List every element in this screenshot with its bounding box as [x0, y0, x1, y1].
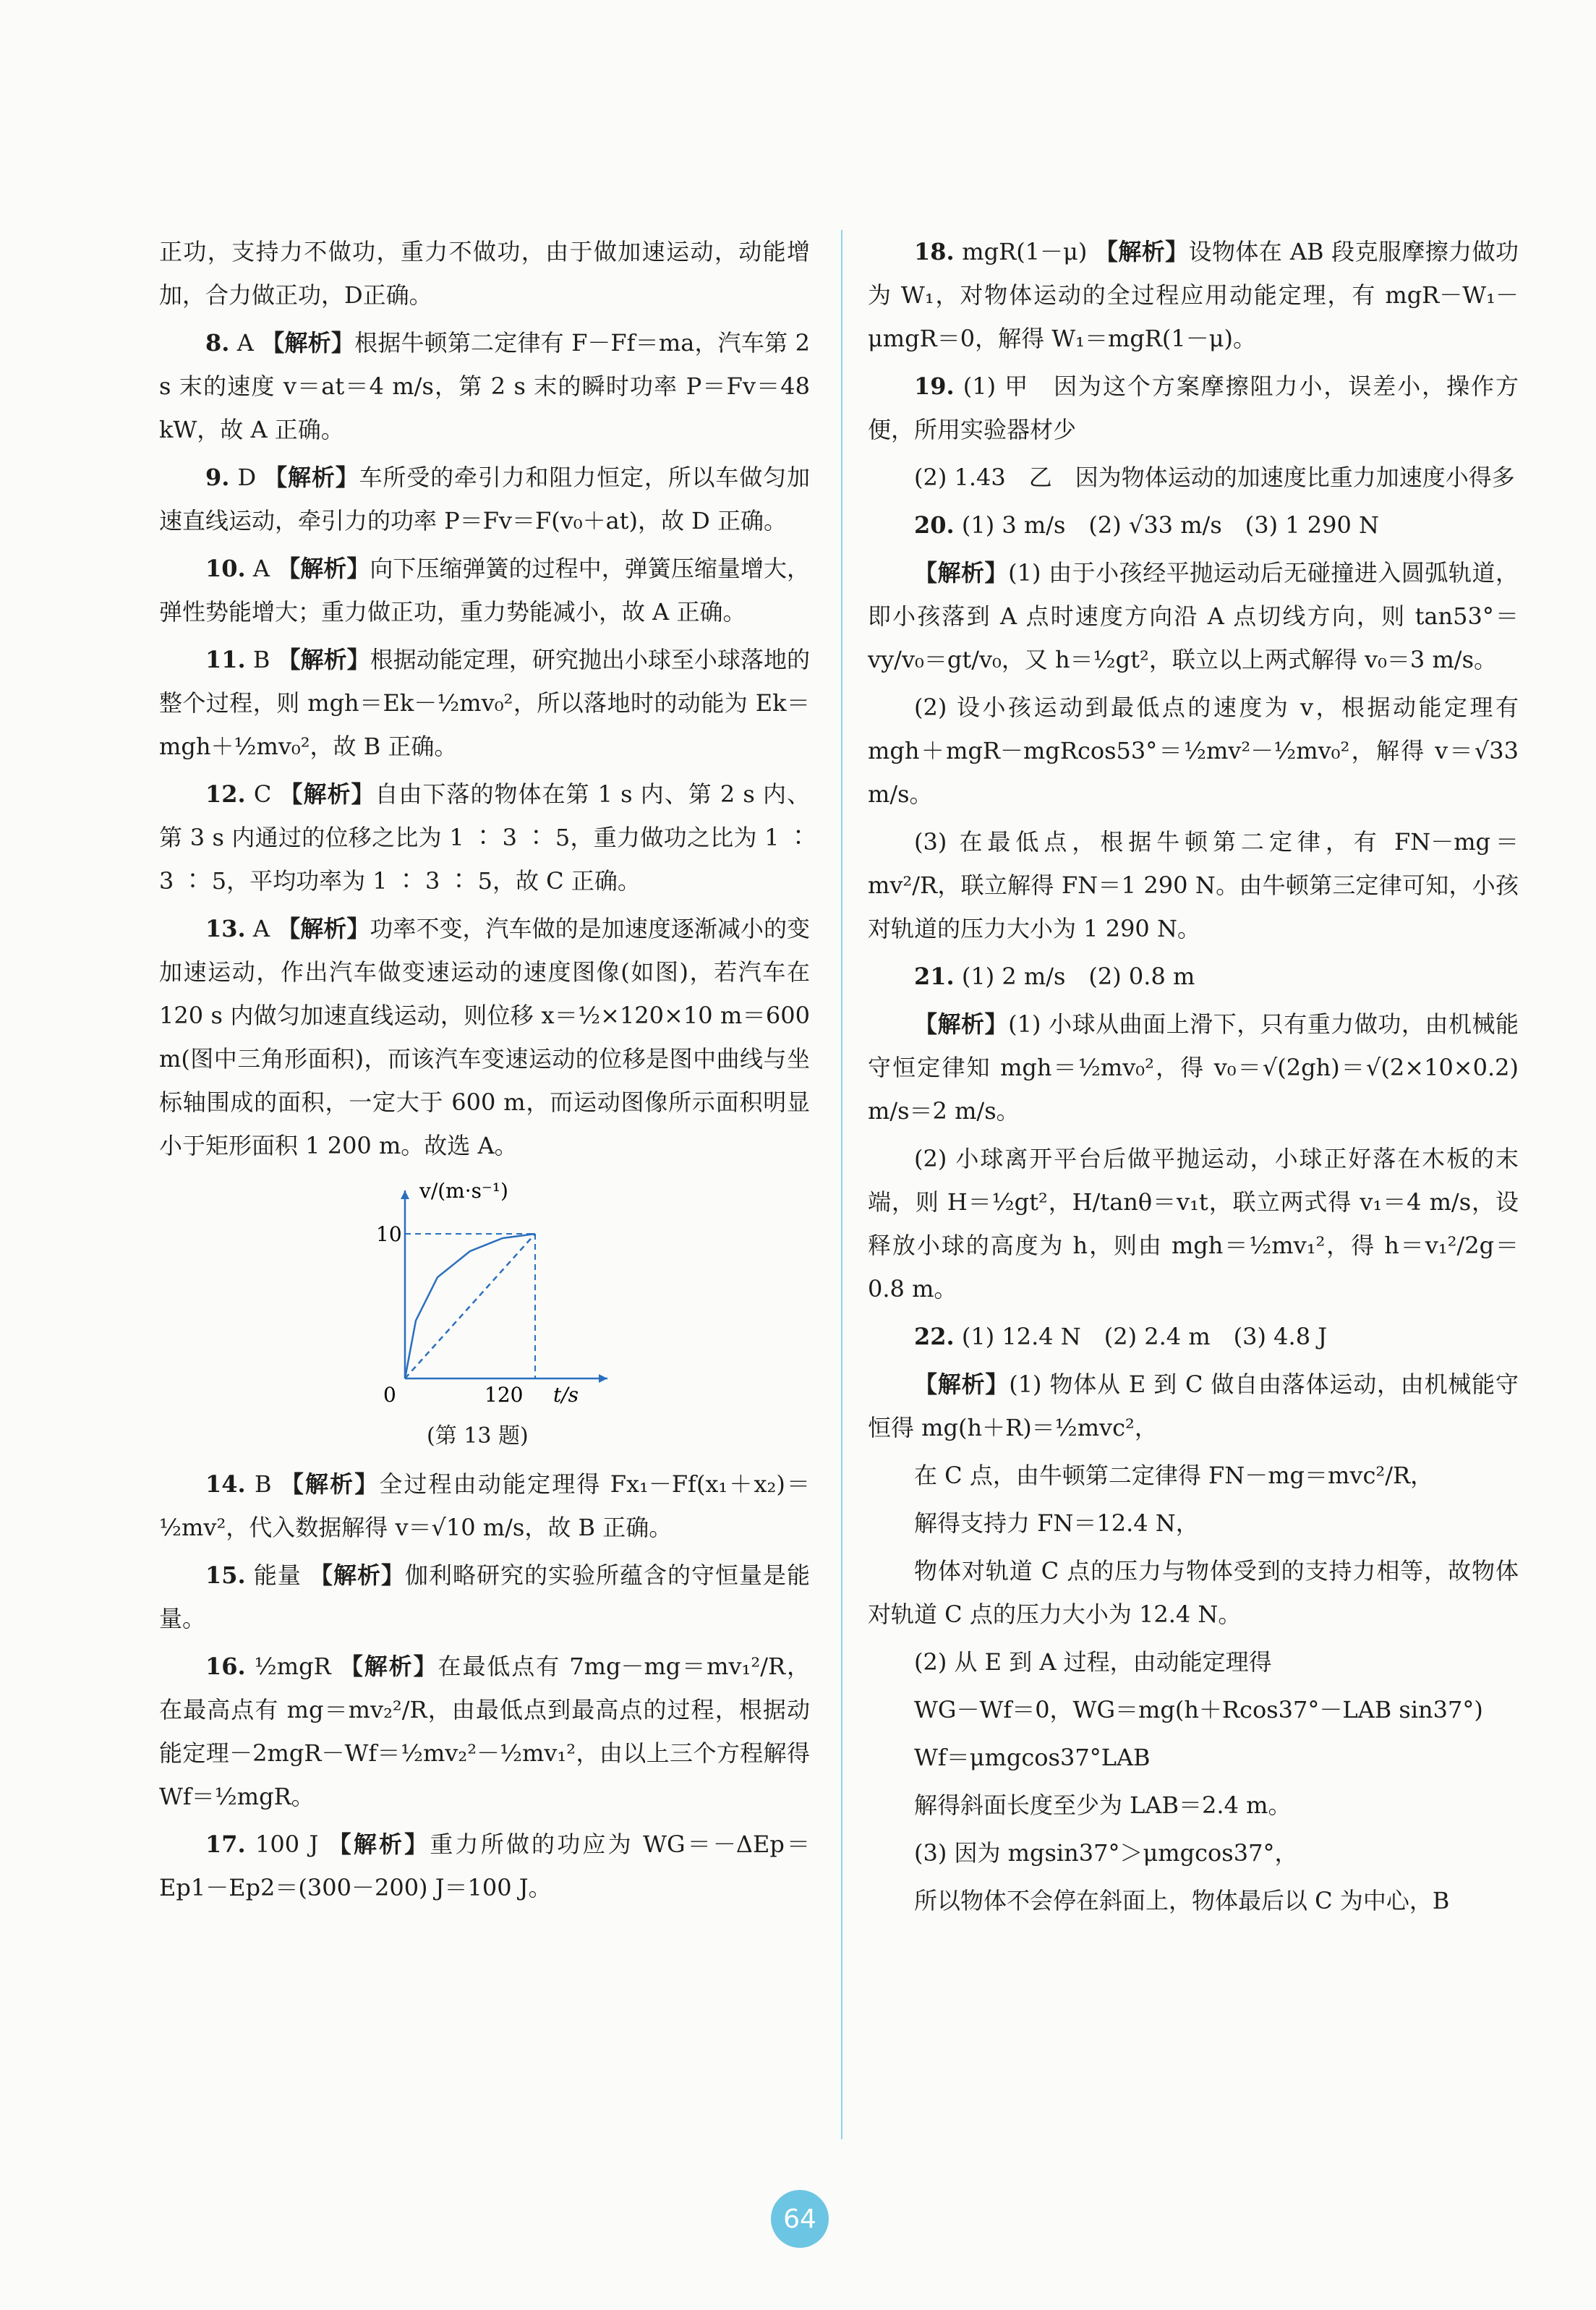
x-axis-label: t/s [553, 1383, 579, 1407]
page-number: 64 [771, 2190, 829, 2248]
answer-22-line-4: 物体对轨道 C 点的压力与物体受到的支持力相等，故物体对轨道 C 点的压力大小为 12.4 N。 [868, 1557, 1519, 1628]
answer-21: 21. (1) 2 m/s (2) 0.8 m [914, 963, 1195, 990]
answer-7-continued: 正功，支持力不做功，重力不做功，由于做加速运动，动能增加，合力做正功，D正确。 [159, 238, 810, 309]
answer-22: 22. (1) 12.4 N (2) 2.4 m (3) 4.8 J [914, 1323, 1328, 1350]
answer-22-line-2: 在 C 点，由牛顿第二定律得 FN－mg＝mvc²/R， [914, 1462, 1434, 1489]
answer-11: 11. B 【解析】根据动能定理，研究抛出小球至小球落地的整个过程，则 mgh＝Ek－½mv₀²，所以落地时的动能为 Ek＝mgh＋½mv₀²，故 B 正确。 [159, 646, 811, 760]
x-axis-arrow [599, 1374, 607, 1383]
answer-20-analysis-2: (2) 设小孩运动到最低点的速度为 v，根据动能定理有 mgh＋mgR－mgRcos53°＝½mv²－½mv₀²，解得 v＝√33 m/s。 [868, 694, 1519, 808]
y-axis-arrow [401, 1190, 409, 1199]
answer-20-analysis-3: (3) 在最低点，根据牛顿第二定律，有 FN－mg＝mv²/R，联立解得 FN＝1 290 N。由牛顿第三定律可知，小孩对轨道的压力大小为 1 290 N。 [868, 828, 1519, 942]
answer-22-line-10: 所以物体不会停在斜面上，物体最后以 C 为中心，B [914, 1887, 1450, 1914]
y-axis-label: v/(m·s⁻¹) [419, 1179, 508, 1203]
answer-15: 15. 能量 【解析】伽利略研究的实验所蕴含的守恒量是能量。 [159, 1561, 810, 1632]
x-tick-label: 120 [485, 1383, 524, 1407]
answer-12: 12. C 【解析】自由下落的物体在第 1 s 内、第 2 s 内、第 3 s 内通过的位移之比为 1 ∶ 3 ∶ 5，重力做功之比为 1 ∶ 3 ∶ 5，平均功率为 1 ∶ 3 ∶ 5，故 C 正确。 [159, 780, 810, 895]
origin-label: 0 [383, 1383, 396, 1407]
answer-16: 16. ½mgR 【解析】在最低点有 7mg－mg＝mv₁²/R，在最高点有 mg＝mv₂²/R，由最低点到最高点的过程，根据动能定理－2mgR－Wf＝½mv₂²－½mv₁²，由以上三个方程解得 Wf＝½mgR。 [159, 1653, 810, 1810]
answer-19-part-2: (2) 1.43 乙 因为物体运动的加速度比重力加速度小得多 [914, 464, 1515, 491]
answer-20: 20. (1) 3 m/s (2) √33 m/s (3) 1 290 N [914, 511, 1380, 539]
answer-18: 18. mgR(1－μ) 【解析】设物体在 AB 段克服摩擦力做功为 W₁，对物体运动的全过程应用动能定理，有 mgR－W₁－μmgR＝0，解得 W₁＝mgR(1－μ)。 [868, 238, 1519, 352]
answer-22-line-6: WG－Wf＝0，WG＝mg(h＋Rcos37°－LAB sin37°) [914, 1696, 1483, 1723]
answer-20-analysis-1: 【解析】(1) 由于小孩经平抛运动后无碰撞进入圆弧轨道，即小孩落到 A 点时速度方向沿 A 点切线方向，则 tan53°＝vy/v₀＝gt/v₀，又 h＝½gt²，联立以上两式解得 v₀＝3 m/s。 [868, 559, 1519, 673]
answer-9: 9. D 【解析】车所受的牵引力和阻力恒定，所以车做匀加速直线运动，牵引力的功率 P＝Fv＝F(v₀＋at)，故 D 正确。 [159, 464, 810, 534]
column-divider [841, 230, 842, 2139]
answer-21-analysis-1: 【解析】(1) 小球从曲面上滑下，只有重力做功，由机械能守恒定律知 mgh＝½mv₀²，得 v₀＝√(2gh)＝√(2×10×0.2) m/s＝2 m/s。 [868, 1010, 1519, 1125]
answer-8: 8. A 【解析】根据牛顿第二定律有 F－Ff＝ma，汽车第 2 s 末的速度 v＝at＝4 m/s，第 2 s 末的瞬时功率 P＝Fv＝48 kW，故 A 正确。 [159, 329, 810, 443]
chart-marks [405, 1234, 535, 1378]
answer-13: 13. A 【解析】功率不变，汽车做的是加速度逐渐减小的变加速运动，作出汽车做变速运动的速度图像(如图)，若汽车在 120 s 内做匀加速直线运动，则位移 x＝½×120×10 m＝600 m(图中三角形面积)，而该汽车变速运动的位移是图中曲线与坐标轴围成的面积，一定大于 600 m，而运动图像所示面积明显小于矩形面积 1 200 m。故选 A。 [159, 915, 811, 1159]
answer-21-analysis-2: (2) 小球离开平台后做平抛运动，小球正好落在木板的末端，则 H＝½gt²，H/tanθ＝v₁t，联立两式得 v₁＝4 m/s，设释放小球的高度为 h，则由 mgh＝½mv₁²，得 h＝v₁²/2g＝0.8 m。 [868, 1145, 1519, 1303]
velocity-time-chart [376, 1176, 622, 1407]
answer-22-line-7: Wf＝μmgcos37°LAB [914, 1744, 1151, 1771]
answer-22-line-3: 解得支持力 FN＝12.4 N， [914, 1509, 1199, 1537]
answer-10: 10. A 【解析】向下压缩弹簧的过程中，弹簧压缩量增大，弹性势能增大；重力做正功，重力势能减小，故 A 正确。 [159, 555, 811, 626]
velocity-time-figure [159, 1176, 810, 1451]
uniform-acceleration-line [405, 1234, 535, 1378]
answer-22-line-9: (3) 因为 mgsin37°＞μmgcos37°， [914, 1839, 1298, 1867]
answer-19-part-1: 19. (1) 甲 因为这个方案摩擦阻力小，误差小，操作方便，所用实验器材少 [868, 372, 1519, 443]
answer-17: 17. 100 J 【解析】重力所做的功应为 WG＝－ΔEp＝Ep1－Ep2＝(300－200) J＝100 J。 [159, 1830, 811, 1901]
answer-22-analysis-1: 【解析】(1) 物体从 E 到 C 做自由落体运动，由机械能守恒得 mg(h＋R)＝½mvc²， [868, 1371, 1519, 1441]
answer-22-line-5: (2) 从 E 到 A 过程，由动能定理得 [914, 1648, 1272, 1676]
right-column [868, 230, 1519, 1927]
y-tick-label: 10 [376, 1222, 402, 1246]
figure-caption: (第 13 题) [427, 1423, 529, 1449]
answer-22-line-8: 解得斜面长度至少为 LAB＝2.4 m。 [914, 1791, 1292, 1819]
left-column [159, 230, 810, 1914]
answer-14: 14. B 【解析】全过程由动能定理得 Fx₁－Ff(x₁＋x₂)＝½mv²，代入数据解得 v＝√10 m/s，故 B 正确。 [159, 1470, 811, 1541]
